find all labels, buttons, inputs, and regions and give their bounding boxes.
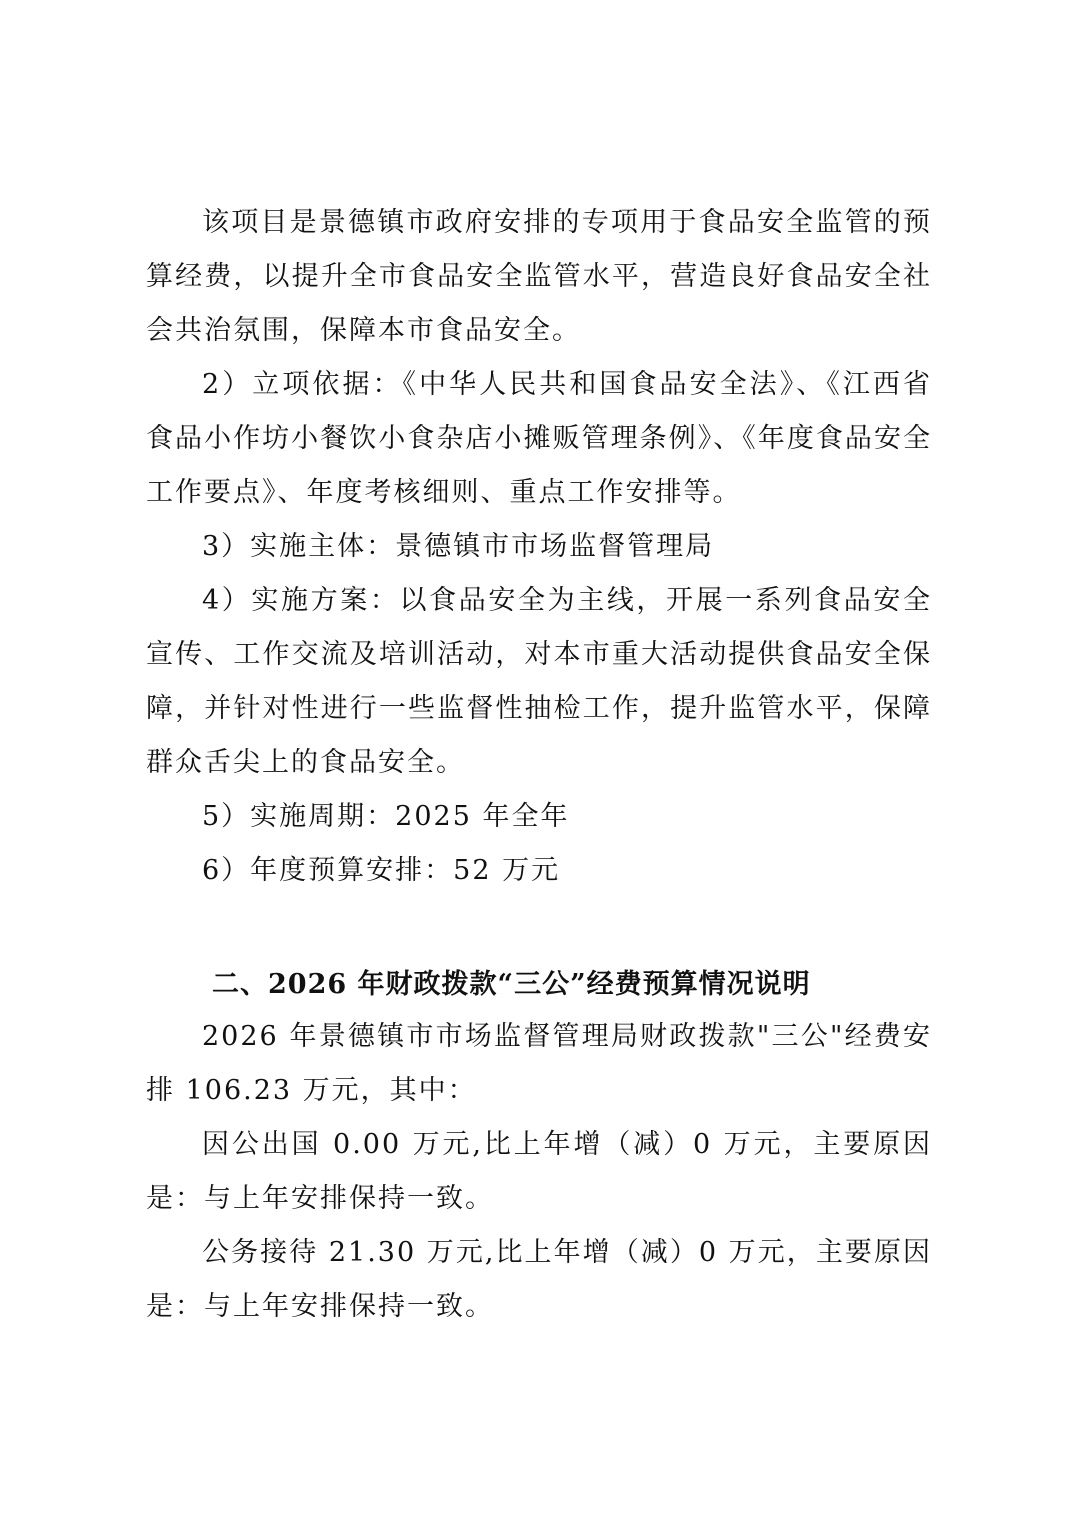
paragraph-implementation-plan: 4）实施方案：以食品安全为主线，开展一系列食品安全宣传、工作交流及培训活动，对本市重大活动提供食品安全保障，并针对性进行一些监督性抽检工作，提升监管水平，保障群众舌尖上的食品安全。 <box>146 585 932 778</box>
paragraph-project-basis: 2）立项依据：《中华人民共和国食品安全法》、《江西省食品小作坊小餐饮小食杂店小摊贩管理条例》、《年度食品安全工作要点》、年度考核细则、重点工作安排等。 <box>146 369 932 508</box>
paragraph-implementing-body: 3）实施主体：景德镇市市场监督管理局 <box>202 531 715 562</box>
paragraph-official-reception: 公务接待 21.30 万元,比上年增（减）0 万元，主要原因是：与上年安排保持一致。 <box>146 1237 932 1322</box>
paragraph-overseas-travel: 因公出国 0.00 万元,比上年增（减）0 万元，主要原因是：与上年安排保持一致。 <box>146 1129 932 1214</box>
paragraph-three-public-total: 2026 年景德镇市市场监督管理局财政拨款"三公"经费安排 106.23 万元，其中： <box>146 1021 932 1106</box>
paragraph-project-description: 该项目是景德镇市政府安排的专项用于食品安全监管的预算经费，以提升全市食品安全监管水平，营造良好食品安全社会共治氛围，保障本市食品安全。 <box>146 207 932 346</box>
paragraph-implementation-period: 5）实施周期：2025 年全年 <box>202 801 570 832</box>
section-heading-three-public-expenses: 二、2026 年财政拨款“三公”经费预算情况说明 <box>212 969 811 1000</box>
paragraph-annual-budget: 6）年度预算安排：52 万元 <box>202 855 561 886</box>
